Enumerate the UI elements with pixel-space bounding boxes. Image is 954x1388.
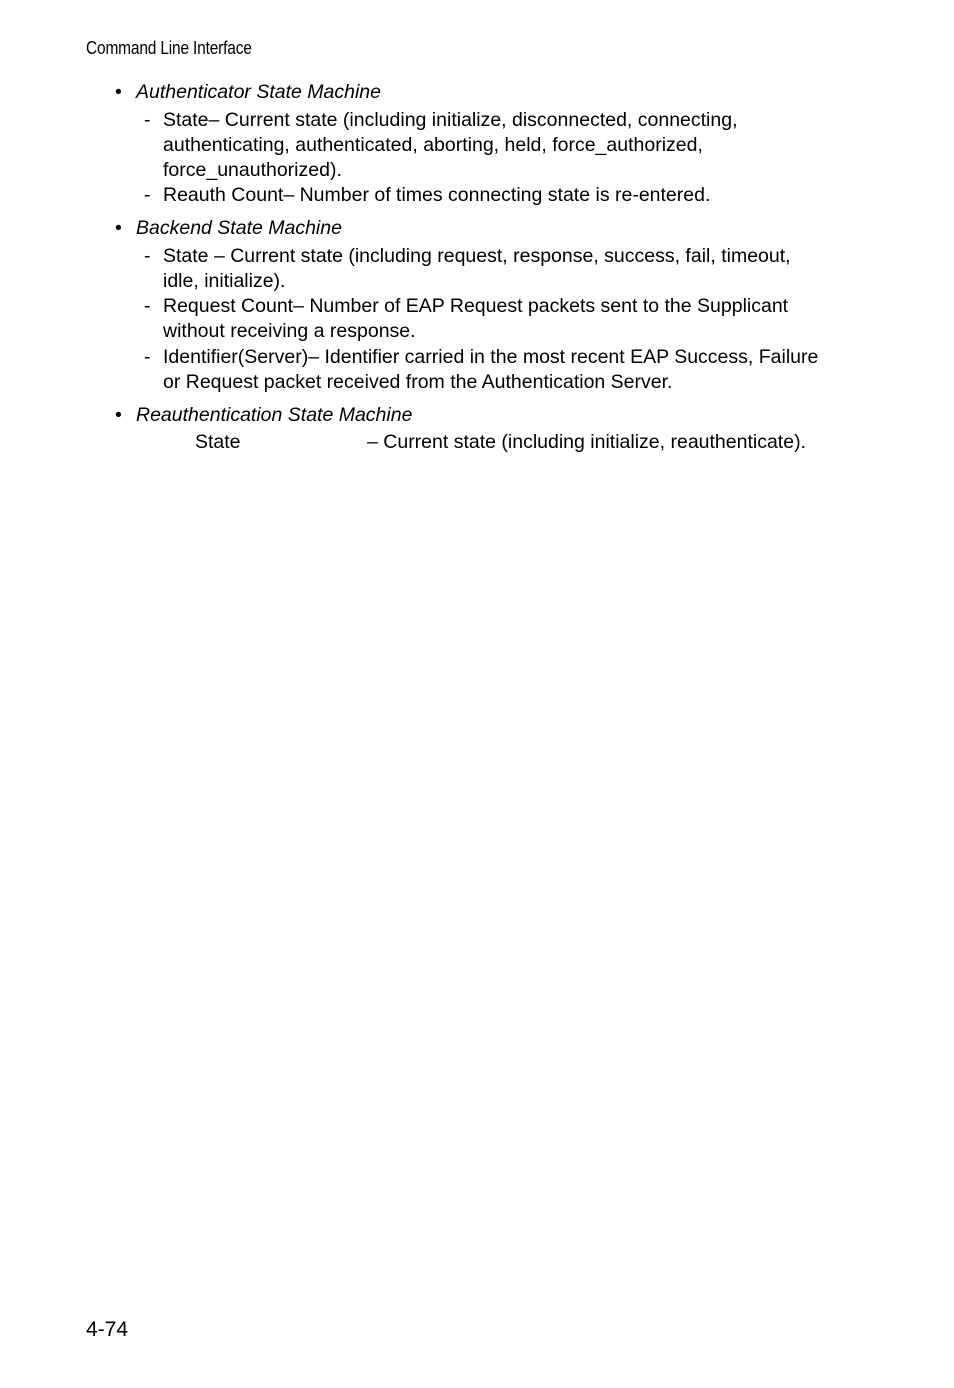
- item-text-line: Identifier(Server)– Identifier carried in the most recent EAP Success, Failure: [163, 346, 819, 368]
- state-description: – Current state (including initialize, reauthenticate).: [367, 431, 806, 453]
- item-text-line: Reauth Count– Number of times connecting state is re-entered.: [163, 184, 711, 206]
- dash-marker: -: [144, 245, 151, 267]
- dash-marker: -: [144, 184, 151, 206]
- section-title: Reauthentication State Machine: [136, 404, 413, 426]
- item-text-line: idle, initialize).: [163, 270, 286, 292]
- section-title: Authenticator State Machine: [136, 81, 381, 103]
- item-text-line: authenticating, authenticated, aborting, held, force_authorized,: [163, 134, 703, 156]
- dash-marker: -: [144, 109, 151, 131]
- page-number: 4-74: [86, 1318, 129, 1341]
- item-text-line: State– Current state (including initialize, disconnected, connecting,: [163, 109, 738, 131]
- bullet-icon: •: [115, 81, 122, 103]
- section-title: Backend State Machine: [136, 217, 342, 239]
- item-text-line: force_unauthorized).: [163, 159, 342, 181]
- dash-marker: -: [144, 346, 151, 368]
- item-text-line: or Request packet received from the Authentication Server.: [163, 371, 673, 393]
- bullet-icon: •: [115, 404, 122, 426]
- running-header: Command Line Interface: [86, 38, 252, 58]
- bullet-icon: •: [115, 217, 122, 239]
- state-label: State: [195, 431, 241, 453]
- item-text-line: without receiving a response.: [163, 320, 416, 342]
- item-text-line: Request Count– Number of EAP Request packets sent to the Supplicant: [163, 295, 789, 317]
- dash-marker: -: [144, 295, 151, 317]
- item-text-line: State – Current state (including request, response, success, fail, timeout,: [163, 245, 791, 267]
